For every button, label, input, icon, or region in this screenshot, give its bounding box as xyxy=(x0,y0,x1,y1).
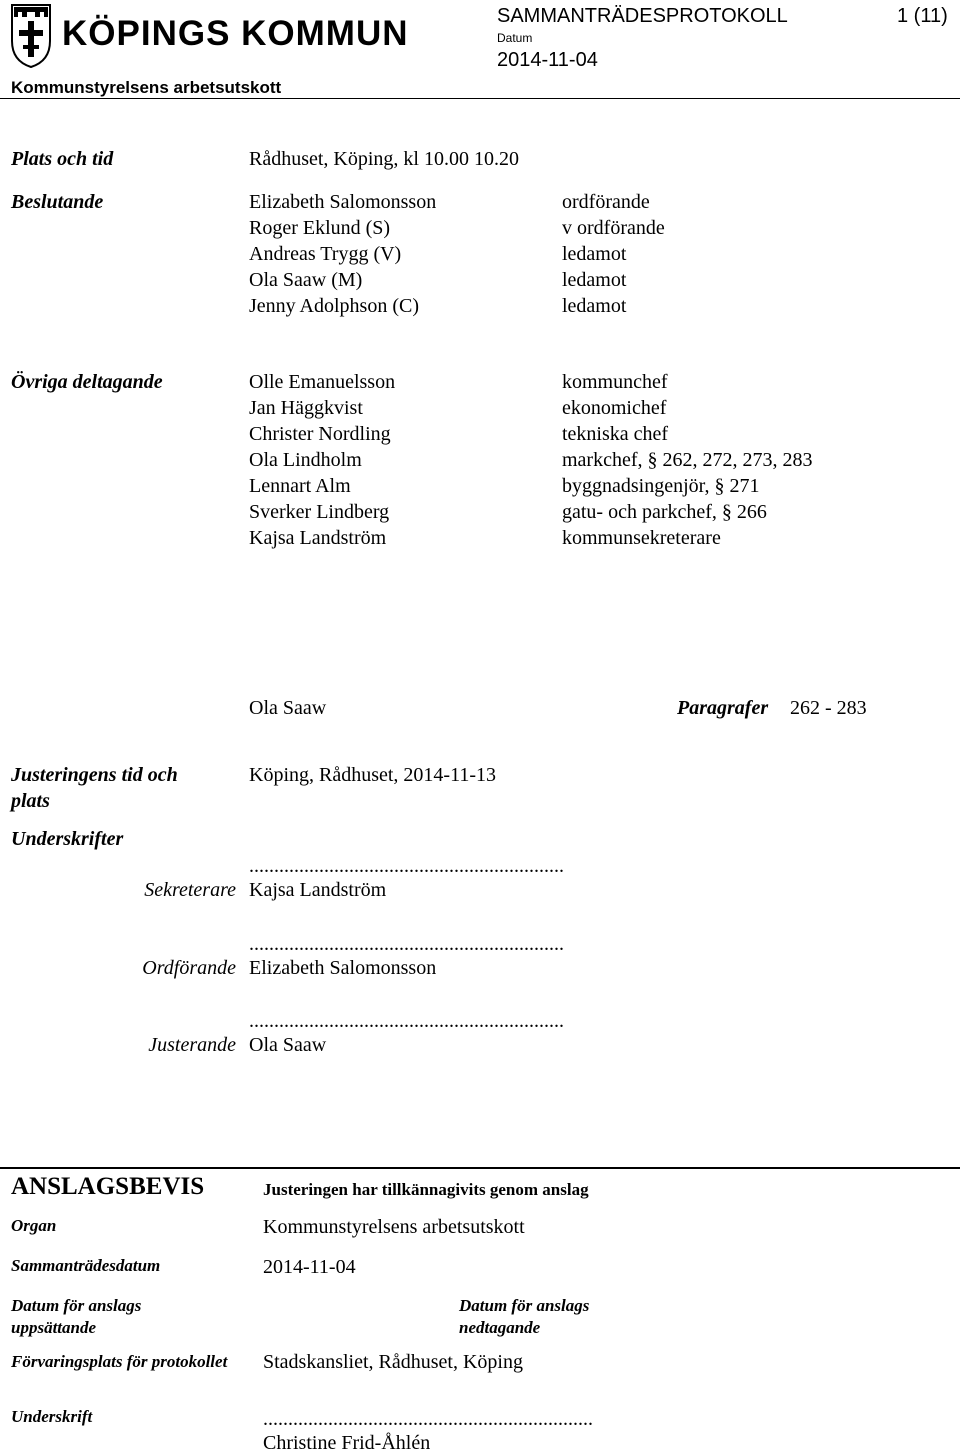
meeting-date-value: 2014-11-04 xyxy=(263,1256,356,1278)
other-participants-label: Övriga deltagande xyxy=(11,371,163,393)
decider-name: Ola Saaw (M) xyxy=(249,269,363,291)
participant-name: Olle Emanuelsson xyxy=(249,371,396,393)
notice-divider xyxy=(0,1167,960,1169)
signature-line: ............................................................... xyxy=(249,933,564,955)
decider-role: ordförande xyxy=(562,191,650,213)
other-participants-roles xyxy=(562,369,813,551)
participant-role: ekonomichef xyxy=(562,397,667,419)
participant-role: gatu- och parkchef, § 266 xyxy=(562,501,767,523)
participant-role: markchef, § 262, 272, 273, 283 xyxy=(562,449,813,471)
date-label: Datum xyxy=(497,31,533,45)
decider-role: ledamot xyxy=(562,269,627,291)
posted-date-label: Datum för anslags uppsättande xyxy=(11,1296,142,1337)
adjustment-time-place-value: Köping, Rådhuset, 2014-11-13 xyxy=(249,764,497,786)
participant-role: tekniska chef xyxy=(562,423,669,445)
place-time-value: Rådhuset, Köping, kl 10.00 10.20 xyxy=(249,148,519,170)
participant-role: kommunchef xyxy=(562,371,668,393)
decider-name: Elizabeth Salomonsson xyxy=(249,191,437,213)
participant-role: byggnadsingenjör, § 271 xyxy=(562,475,760,497)
signatures-label: Underskrifter xyxy=(11,828,124,850)
document-date: 2014-11-04 xyxy=(497,49,598,71)
place-time-label: Plats och tid xyxy=(11,148,114,170)
decider-role: ledamot xyxy=(562,243,627,265)
storage-label: Förvaringsplats för protokollet xyxy=(11,1352,228,1371)
municipality-logo xyxy=(10,3,409,69)
notice-subtitle: Justeringen har tillkännagivits genom anslag xyxy=(263,1180,589,1199)
participant-name: Lennart Alm xyxy=(249,475,351,497)
organ-value: Kommunstyrelsens arbetsutskott xyxy=(263,1216,525,1238)
document-type: SAMMANTRÄDESPROTOKOLL xyxy=(497,5,788,27)
participant-name: Jan Häggkvist xyxy=(249,397,363,419)
decider-role: v ordförande xyxy=(562,217,665,239)
participant-name: Christer Nordling xyxy=(249,423,391,445)
signature-line: ............................................................... xyxy=(249,855,564,877)
signature-role: Ordförande xyxy=(142,957,236,979)
decider-name: Roger Eklund (S) xyxy=(249,217,391,239)
deciders-roles xyxy=(562,189,665,319)
deciders-label: Beslutande xyxy=(11,191,104,213)
decider-name: Andreas Trygg (V) xyxy=(249,243,402,265)
signature-name: Kajsa Landström xyxy=(249,879,387,901)
paragraphs-range: 262 - 283 xyxy=(790,697,867,719)
notice-signature-line: .................................................................. xyxy=(263,1408,593,1430)
participant-name: Ola Lindholm xyxy=(249,449,362,471)
participant-name: Kajsa Landström xyxy=(249,527,387,549)
removed-date-label: Datum för anslags nedtagande xyxy=(459,1296,590,1337)
participant-name: Sverker Lindberg xyxy=(249,501,390,523)
header-divider xyxy=(0,98,960,99)
adjustment-time-place-label: Justeringens tid och plats xyxy=(11,764,178,812)
notice-title: ANSLAGSBEVIS xyxy=(11,1173,205,1200)
committee-name: Kommunstyrelsens arbetsutskott xyxy=(11,78,282,97)
signature-name: Elizabeth Salomonsson xyxy=(249,957,437,979)
meeting-date-label: Sammanträdesdatum xyxy=(11,1256,161,1275)
signature-role: Justerande xyxy=(148,1034,236,1056)
other-participants-names xyxy=(249,369,395,551)
deciders-names xyxy=(249,189,436,319)
signature-line: ............................................................... xyxy=(249,1010,564,1032)
decider-role: ledamot xyxy=(562,295,627,317)
notice-signature-name: Christine Frid-Åhlén xyxy=(263,1432,431,1454)
storage-value: Stadskansliet, Rådhuset, Köping xyxy=(263,1351,523,1373)
signature-role: Sekreterare xyxy=(144,879,236,901)
organ-label: Organ xyxy=(11,1216,57,1235)
decider-name: Jenny Adolphson (C) xyxy=(249,295,419,317)
paragraphs-label: Paragrafer xyxy=(677,697,769,719)
participant-role: kommunsekreterare xyxy=(562,527,721,549)
adjuster-name: Ola Saaw xyxy=(249,697,327,719)
logo-wordmark: KÖPINGS KOMMUN xyxy=(62,14,409,53)
signature-label: Underskrift xyxy=(11,1407,93,1426)
signature-name: Ola Saaw xyxy=(249,1034,327,1056)
page-number: 1 (11) xyxy=(897,5,948,27)
